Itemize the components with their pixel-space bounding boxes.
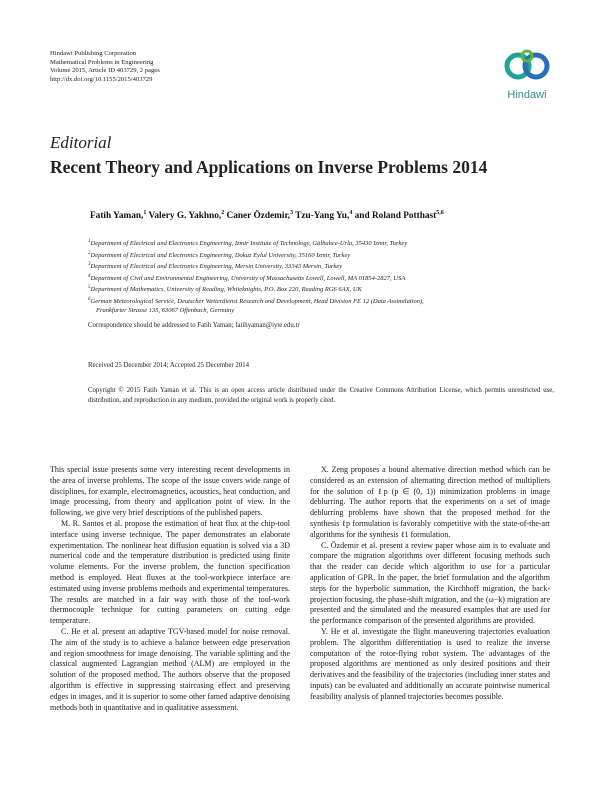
affiliations	[88, 237, 568, 316]
affiliation-item: $^6$German Meteorological Service, Deutscher Wetterdienst Research and Development, Head Division FE 12 (Data Assimilation),	[88, 296, 424, 305]
body-column-right	[310, 465, 550, 703]
volume-info: Volume 2015, Article ID 403729, 2 pages	[50, 67, 160, 75]
dates: Received 25 December 2014; Accepted 25 December 2014	[88, 362, 249, 369]
author-list	[90, 210, 444, 221]
body-column-left	[50, 465, 290, 713]
author-sup: 4	[349, 210, 353, 216]
journal-header	[50, 50, 160, 84]
author-name: Caner Özdemir,	[224, 211, 291, 222]
hindawi-logo-icon	[500, 42, 555, 104]
article-type: Editorial	[50, 133, 112, 152]
affiliation-item: $^5$Department of Mathematics, University of Reading, Whiteknights, P.O. Box 220, Reading RG6 6AX, UK	[88, 285, 362, 294]
article-title: Recent Theory and Applications on Inverse Problems 2014	[50, 157, 488, 177]
copyright-notice: Copyright © 2015 Fatih Yaman et al. This is an open access article distributed under the Creative Commons Attribution License, which permits unrestricted use, distribution, and reproduction in any medium, provided the original work is properly cited.	[88, 387, 554, 404]
body-paragraph: M. R. Santos et al. propose the estimation of heat flux at the chip-tool interface using inverse technique. The paper demonstrates an elaborate experimentation. The nonlinear heat diffusion equation is solved via a 3D numerical code and the temperature distribution is predicted using finite volume elements. For the inverse problem, the function specification method is employed. Heat fluxes at the tool-workpiece interface are estimated using inverse problems methods and experimental temperatures. The results are matched in a fair way with those of the tool-work thermocouple technique for cutting parameters on cutting edge temperature.	[50, 518, 290, 626]
affiliation-item: $^4$Department of Civil and Environmental Engineering, University of Massachusetts Lowell, Lowell, MA 01854-2827, USA	[88, 273, 406, 282]
journal-name: Mathematical Problems in Engineering	[50, 58, 154, 66]
body-paragraph: C. Özdemir et al. present a review paper whose aim is to evaluate and compare the migration algorithms over different focusing methods such that the reader can decide which algorithm to use for a particular application of GPR. In the paper, the brief formulation and the algorithm steps for the hyperbolic summation, the Kirchhoff migration, the back-projection focusing, the phase-shift migration, and the (ω−k) migration are presented and the simulated and the measured examples that are used for the performance comparison of the presented algorithms are provided.	[310, 540, 550, 626]
author-name: Fatih Yaman,	[90, 211, 144, 222]
author-name: Tzu-Yang Yu,	[293, 211, 350, 222]
affiliation-item: $^1$Department of Electrical and Electronics Engineering, Izmir Institute of Technology, Gülbahce-Urla, 35430 Izmir, Turkey	[88, 239, 408, 248]
author-name: Valery G. Yakhno,	[146, 211, 222, 222]
publisher-name: Hindawi Publishing Corporation	[50, 50, 137, 57]
author-name: and Roland Potthast	[352, 211, 437, 222]
author-sup: 2	[221, 210, 225, 216]
body-paragraph: C. He et al. present an adaptive TGV-based model for noise removal. The aim of the study is to achieve a balance between edge preservation and region smoothness for image denoising. The variable splitting and the classical augmented Lagrangian method (ALM) are employed in the solution of the proposed method. The authors observe that the proposed algorithm is effective in suppressing staircasing effect and preserving edges in images, and it is superior to some other famed adaptive denoising methods both in quantitative and in qualitative assessment.	[50, 626, 290, 712]
affiliation-item: $^2$Department of Electrical and Electronics Engineering, Dokuz Eylul University, 35160 Izmir, Turkey	[88, 250, 351, 259]
body-paragraph: Y. He et al. investigate the flight maneuvering trajectories evaluation problem. The algorithm differentiation is used to realize the inverse computation of the rotor-flying robot system. The advantages of the proposed algorithms are mentioned as only desired positions and their derivatives and the feasibility of the trajectories (including inner states and inputs) can be evaluated and additionally an accurate pointwise numerical feasibility analysis of planned trajectories becomes possible.	[310, 626, 550, 701]
body-paragraph: This special issue presents some very interesting recent developments in the area of inverse problems. The scope of the issue covers wide range of disciplines, for example, electromagnetics, acoustics, heat conduction, and image processing, from theory and application point of view. In the following, we give very brief descriptions of the published papers.	[50, 465, 290, 518]
affiliation-item: $^3$Department of Electrical and Electronics Engineering, Mersin University, 33343 Mersin, Turkey	[88, 262, 343, 271]
author-sup: 5,6	[436, 210, 444, 216]
author-sup: 1	[143, 210, 147, 216]
affiliation-continuation: Frankfurter Strasse 135, 63067 Offenbach, Germany	[96, 307, 235, 315]
doi-link[interactable]: http://dx.doi.org/10.1155/2015/403729	[50, 75, 153, 83]
hindawi-logo	[500, 42, 555, 104]
author-sup: 3	[290, 210, 294, 216]
body-paragraph: X. Zeng proposes a bound alternative direction method which can be considered as an extension of alternating direction method of multipliers for the solution of ℓp (p ∈ (0, 1)) minimization problems in image deblurring. The author reports that the experiments on a set of image deblurring problems have shown that the proposed method for the synthesis ℓp formulation is favorably competitive with the state-of-the-art algorithms for the synthesis ℓ1 formulation.	[310, 465, 550, 539]
svg-text:Hindawi: Hindawi	[507, 89, 547, 101]
correspondence: Correspondence should be addressed to Fatih Yaman; fatihyaman@iyte.edu.tr	[88, 322, 300, 329]
